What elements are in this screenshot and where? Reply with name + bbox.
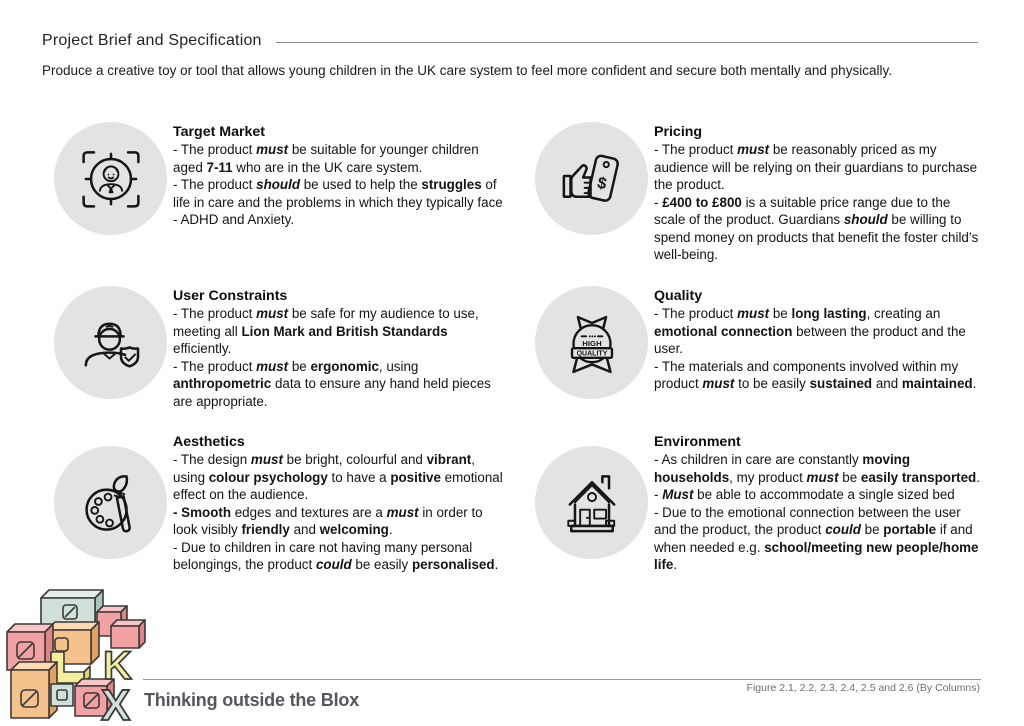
logo-tagline: Thinking outside the Blox (144, 690, 359, 710)
spec-point: - Must be able to accommodate a single sized bed (654, 487, 955, 502)
spec-column-1 (42, 122, 503, 574)
section-icon-circle (535, 122, 648, 235)
section-title: Pricing (654, 124, 703, 140)
section-icon-circle (535, 286, 648, 399)
person-target-icon (74, 142, 148, 216)
section-icon-circle (54, 446, 167, 559)
section-paragraphs (654, 141, 984, 264)
section-pricing (523, 122, 984, 286)
header (42, 32, 978, 50)
spec-point: - Smooth edges and textures are a must in order to look visibly friendly and welcoming. (173, 504, 483, 537)
section-title: Quality (654, 288, 703, 304)
house-icon (555, 466, 629, 540)
brief-statement: Produce a creative toy or tool that allows young children in the UK care system to feel more confident and secure both mentally and physically. (42, 63, 892, 78)
figure-caption: Figure 2.1, 2.2, 2.3, 2.4, 2.5 and 2.6 (By Columns) (746, 682, 980, 694)
section-icon-circle (54, 286, 167, 399)
footer-rule (143, 679, 981, 680)
spec-point: - The product must be suitable for younger children aged 7-11 who are in the UK care system. (173, 142, 479, 175)
high-quality-badge-icon (555, 306, 629, 380)
svg-text:X: X (101, 681, 131, 726)
worker-safety-icon (74, 306, 148, 380)
section-paragraphs (173, 451, 503, 574)
spec-grid (42, 122, 984, 574)
spec-point: - The product must be ergonomic, using anthropometric data to ensure any hand held pieces are appropriate. (173, 358, 491, 409)
svg-text:HIGH: HIGH (581, 338, 602, 348)
thumbs-up-price-tag-icon (555, 142, 629, 216)
section-target-market (42, 122, 503, 286)
title-rule (276, 42, 978, 43)
section-quality (523, 286, 984, 432)
spec-point: - The product must be safe for my audience to use, meeting all Lion Mark and British Standards efficiently. (173, 306, 479, 356)
spec-point: - £400 to £800 is a suitable price range due to the scale of the product. Guardians should be willing to spend money on products that benefit the foster child’s well-being. (654, 194, 979, 262)
spec-point: - As children in care are constantly moving households, my product must be easily transported. (654, 452, 980, 485)
spec-point: - Due to children in care not having many personal belongings, the product could be easily personalised. (173, 539, 499, 572)
svg-text:K: K (103, 644, 132, 688)
section-paragraphs (654, 451, 984, 574)
section-title: Target Market (173, 124, 265, 140)
svg-text:$: $ (594, 173, 608, 193)
spec-point: - The materials and components involved within my product must to be easily sustained and maintained. (654, 358, 977, 391)
svg-text:QUALITY: QUALITY (576, 350, 607, 358)
paint-palette-icon (74, 466, 148, 540)
section-title: Aesthetics (173, 434, 245, 450)
page-title: Project Brief and Specification (42, 32, 262, 49)
spec-point: - The design must be bright, colourful and vibrant, using colour psychology to have a positive emotional effect on the audience. (173, 452, 503, 502)
section-paragraphs (173, 141, 503, 229)
section-aesthetics (42, 432, 503, 574)
section-paragraphs (173, 305, 503, 410)
spec-point: - The product must be long lasting, creating an emotional connection between the product and the user. (654, 306, 966, 356)
spec-point: - Due to the emotional connection between the user and the product, the product could be portable if and when needed e.g. school/meeting new people/home life. (654, 504, 979, 572)
section-title: Environment (654, 434, 741, 450)
spec-column-2 (523, 122, 984, 574)
spec-point: - The product must be reasonably priced as my audience will be relying on their guardians to purchase the product. (654, 142, 978, 192)
section-icon-circle (535, 446, 648, 559)
section-icon-circle (54, 122, 167, 235)
section-paragraphs (654, 305, 984, 393)
section-title: User Constraints (173, 288, 288, 304)
section-environment (523, 432, 984, 574)
section-user-constraints (42, 286, 503, 432)
spec-point: - The product should be used to help the struggles of life in care and the problems in which they typically face - ADHD and Anxiety. (173, 177, 503, 227)
blox-blocks-logo (5, 586, 147, 726)
